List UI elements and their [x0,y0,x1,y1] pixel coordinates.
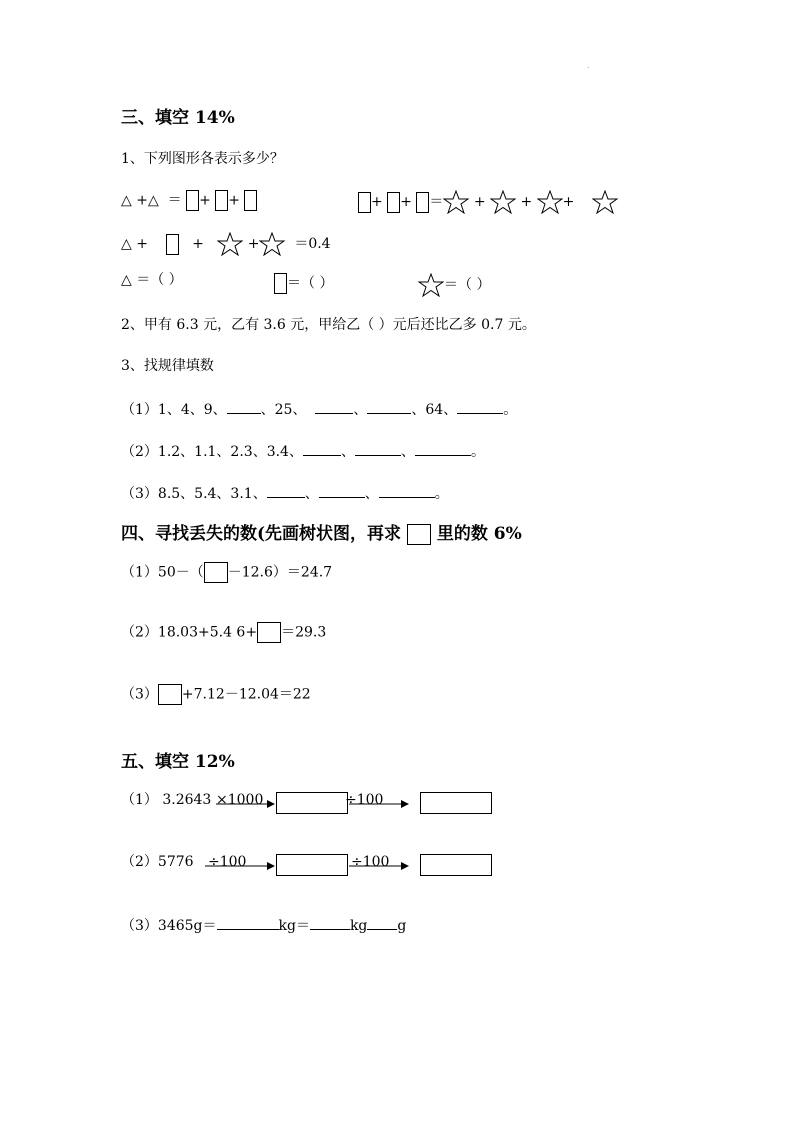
answer-box[interactable] [204,562,228,583]
r2-answer-box-1[interactable] [276,854,348,876]
r1-answer-box-2[interactable] [420,792,492,814]
triangle-icon: △ [147,192,159,209]
answer-box[interactable] [257,622,281,643]
answer-blank[interactable] [267,485,305,498]
answer-paren: （ ） [301,275,334,292]
square-icon [407,524,431,545]
plus-sign: + [371,194,383,210]
rectangle-icon [215,190,228,211]
rectangle-icon [186,190,199,211]
r2-op1: ÷100 [208,854,247,870]
problem-3 [121,684,311,705]
conv-text: g [397,918,407,934]
conv-text: kg＝ [278,918,310,934]
answer-blank[interactable] [315,401,353,414]
rectangle-icon [274,273,287,294]
answer-blank[interactable] [379,485,435,498]
r2-label: （2）5776 [121,854,194,870]
seq-text: 。 [434,486,449,502]
star-icon [259,232,285,256]
problem-2 [121,622,326,643]
star-icon [537,190,563,214]
equals-sign: ＝ [294,236,309,252]
answer-blank[interactable] [367,917,397,930]
section4-title-a: 四、寻找丢失的数(先画树状图，再求 [121,524,402,544]
problem-text: ＝29.3 [281,624,327,641]
plus-sign: + [247,236,260,252]
rectangle-icon [358,192,371,213]
seq-text: 、 [304,486,319,502]
plus-sign: + [199,192,211,209]
equation-row-2 [121,232,331,256]
answer-blank[interactable] [367,401,411,414]
sequence-1 [121,401,517,417]
answer-row-rectangle [274,273,333,294]
section3-title: 三、填空 14% [121,108,235,128]
plus-sign: + [562,194,575,210]
rectangle-icon [416,192,429,213]
problem-text: （3） [121,686,158,703]
answer-paren: （ ） [150,272,183,288]
rectangle-icon [244,190,257,211]
equals-sign: ＝ [136,272,151,288]
unit-conversion [121,917,406,933]
section4-title [121,524,522,545]
q2-text: 2、甲有 6.3 元，乙有 3.6 元，甲给乙（ ）元后还比乙多 0.7 元。 [121,317,536,333]
r2-op2: ÷100 [351,854,390,870]
q1-prompt: 1、下列图形各表示多少？ [121,151,284,167]
seq-text: （2）1.2、1.1、2.3、3.4、 [121,444,303,460]
r1-op1: ×1000 [216,792,264,808]
r1-answer-box-1[interactable] [276,792,348,814]
r1-label: （1） 3.2643 [121,792,212,808]
conv-text: kg [349,918,368,934]
answer-blank[interactable] [303,443,341,456]
equals-sign: ＝ [444,277,458,293]
answer-blank[interactable] [319,485,365,498]
equals-sign: ＝ [287,275,301,292]
equals-sign: ＝ [429,194,444,210]
q3-prompt: 3、找规律填数 [121,358,214,374]
answer-blank[interactable] [310,917,350,930]
rectangle-icon [387,192,400,213]
answer-blank[interactable] [457,401,503,414]
plus-sign: + [473,194,486,210]
corner-mark: . [587,61,590,70]
answer-row-triangle [121,273,183,287]
triangle-icon: △ [121,192,132,209]
triangle-icon: △ [121,236,132,252]
sequence-2 [121,443,485,459]
plus-sign: + [136,192,148,209]
seq-text: （1）1、4、9、 [121,402,227,418]
star-icon [592,190,618,214]
answer-box[interactable] [158,684,182,705]
section5-title: 五、填空 12% [121,752,235,772]
answer-blank[interactable] [227,401,261,414]
seq-text: 。 [470,444,485,460]
seq-text: 、 [340,444,355,460]
plus-sign: + [228,192,241,209]
star-icon [217,232,243,256]
problem-1 [121,562,332,583]
equation-value: 0.4 [308,236,331,252]
r2-answer-box-2[interactable] [420,854,492,876]
plus-sign: + [400,194,412,210]
seq-text: 、25、 [260,402,307,418]
seq-text: 、 [364,486,379,502]
star-icon [490,190,516,214]
equation-row-1 [121,190,257,211]
problem-text: （2）18.03+5.4 6+ [121,624,258,641]
rectangle-icon [166,234,179,255]
problem-text: +7.12－12.04＝22 [181,686,311,703]
seq-text: 、 [400,444,415,460]
seq-text: 、 [353,402,368,418]
star-icon [418,273,444,297]
answer-row-star [418,273,490,297]
answer-blank[interactable] [355,443,401,456]
problem-text: （1）50－（ [121,564,204,581]
plus-sign: + [136,236,148,252]
answer-blank[interactable] [217,917,279,930]
triangle-icon: △ [121,272,132,288]
seq-text: 、64、 [411,402,458,418]
equals-sign: ＝ [167,192,182,209]
equation-row-1b [358,190,618,214]
section4-title-b: 里的数 6% [436,524,522,544]
seq-text: 。 [503,402,518,418]
answer-paren: （ ） [458,277,491,293]
sequence-3 [121,485,449,501]
plus-sign: + [192,236,204,252]
answer-blank[interactable] [415,443,471,456]
star-icon [443,190,469,214]
seq-text: （3）8.5、5.4、3.1、 [121,486,267,502]
conv-text: （3）3465g＝ [121,918,217,934]
plus-sign: + [520,194,533,210]
problem-text: －12.6）＝24.7 [227,564,333,581]
r1-op2: ÷100 [345,792,384,808]
